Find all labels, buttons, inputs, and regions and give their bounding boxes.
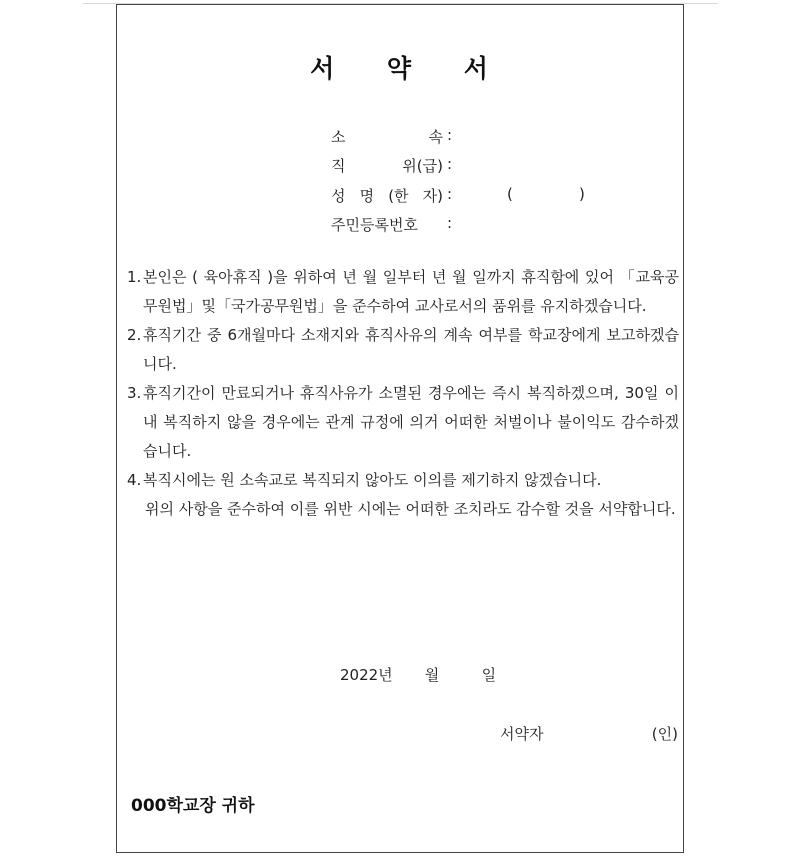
affiliation-colon: : — [447, 126, 453, 144]
pledge-item-text: 휴직기간이 만료되거나 휴직사유가 소멸된 경우에는 즉시 복직하겠으며, 30일 이내 복직하지 않을 경우에는 관계 규정에 의거 어떠한 처벌이나 불이익도 감수하겠습니다. — [143, 384, 679, 460]
pledge-list — [127, 263, 679, 524]
date-year: 2022년 — [340, 666, 393, 684]
pledge-document — [116, 4, 684, 853]
signer-label: 서약자 — [500, 725, 544, 743]
pledge-item — [127, 379, 679, 466]
signing-date — [340, 664, 496, 685]
pledge-item-number: 2. — [127, 326, 142, 344]
pledge-item-number: 1. — [127, 268, 142, 286]
closing-statement: 위의 사항을 준수하여 이를 위반 시에는 어떠한 조치라도 감수할 것을 서약합니다. — [145, 500, 676, 518]
recipient: 000학교장 귀하 — [131, 796, 255, 816]
resident-number-label: 주민등록번호 — [331, 216, 418, 234]
affiliation-label: 소 속 — [331, 128, 443, 146]
pledge-item-number: 3. — [127, 384, 142, 402]
position-label: 직 위(급) — [331, 157, 443, 175]
seal-mark: (인) — [651, 725, 678, 743]
paren-open: ( — [507, 185, 513, 203]
pledge-item-number: 4. — [127, 471, 142, 489]
pledge-item — [127, 466, 679, 495]
pledge-item — [127, 321, 679, 379]
pledge-item-text: 본인은 ( 육아휴직 )을 위하여 년 월 일부터 년 월 일까지 휴직함에 있어 「교육공무원법」및「국가공무원법」을 준수하여 교사로서의 품위를 유지하겠습니다. — [143, 268, 679, 315]
paren-close: ) — [579, 185, 585, 203]
resident-number-colon: : — [447, 214, 453, 232]
date-day: 일 — [481, 666, 497, 684]
pledge-item-text: 복직시에는 원 소속교로 복직되지 않아도 이의를 제기하지 않겠습니다. — [143, 471, 602, 489]
document-title: 서 약 서 — [310, 54, 490, 83]
date-month: 월 — [424, 666, 440, 684]
name-label: 성 명 (한 자) — [331, 187, 443, 205]
position-colon: : — [447, 155, 453, 173]
pledge-item-text: 휴직기간 중 6개월마다 소재지와 휴직사유의 계속 여부를 학교장에게 보고하겠습니다. — [143, 326, 679, 373]
name-colon: : — [447, 185, 453, 203]
pledge-item — [127, 263, 679, 321]
